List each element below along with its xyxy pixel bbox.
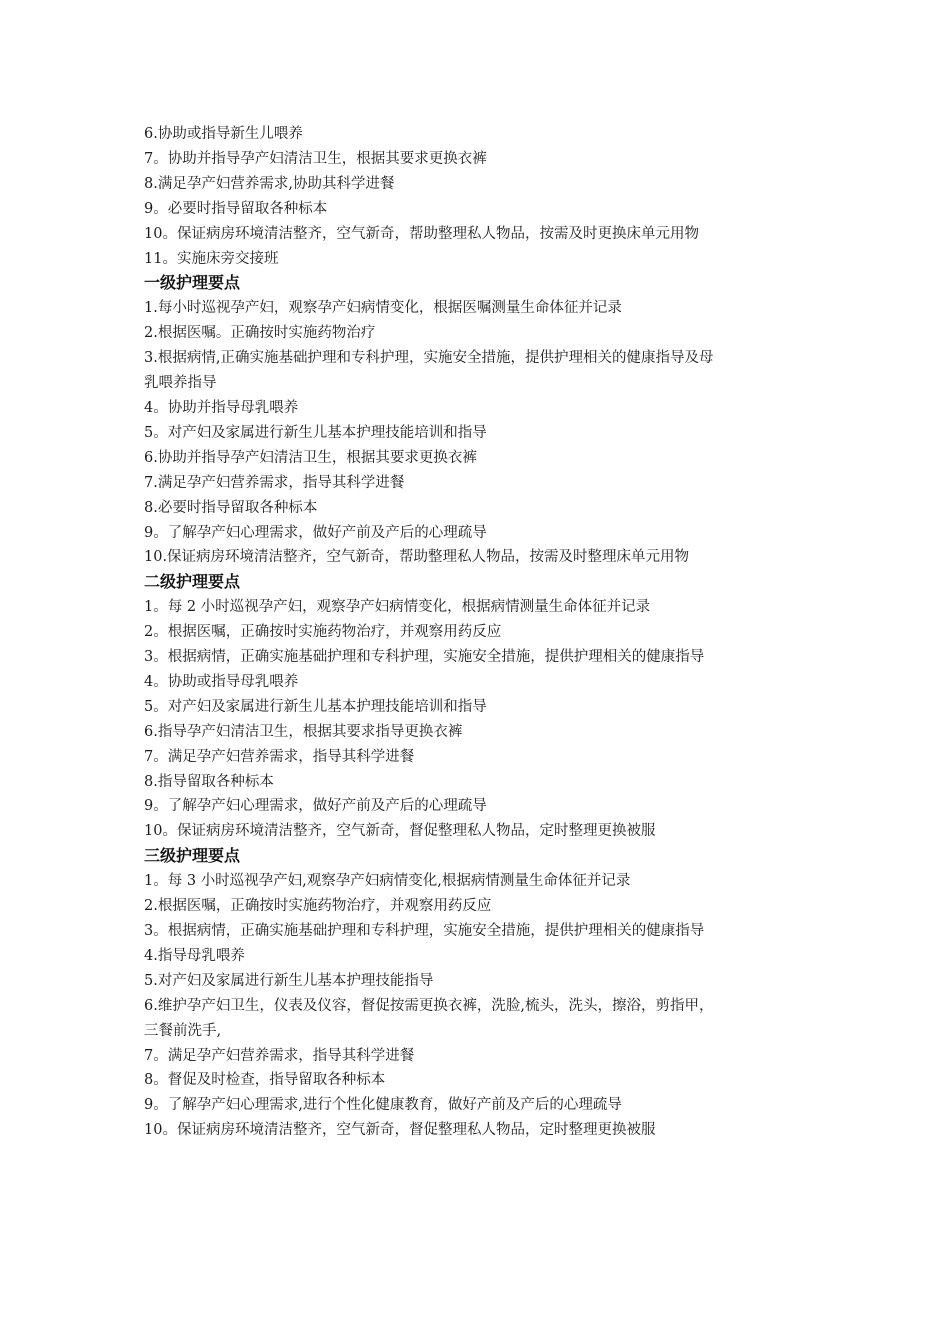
list-item: 9。了解孕产妇心理需求,进行个性化健康教育，做好产前及产后的心理疏导 [144,1097,622,1114]
list-item: 10。保证病房环境清洁整齐，空气新奇，督促整理私人物品，定时整理更换被服 [144,823,656,840]
section-heading: 三级护理要点 [144,846,241,866]
section-heading: 二级护理要点 [144,572,241,592]
list-item: 10。保证病房环境清洁整齐，空气新奇，帮助整理私人物品，按需及时更换床单元用物 [144,225,699,242]
list-item: 7。协助并指导孕产妇清洁卫生，根据其要求更换衣裤 [144,150,487,167]
list-item: 2.根据医嘱。正确按时实施药物治疗 [144,325,376,342]
list-item: 7。满足孕产妇营养需求，指导其科学进餐 [144,1047,415,1064]
list-item: 6.维护孕产妇卫生，仪表及仪容，督促按需更换衣裤，洗脸,梳头，洗头，擦浴，剪指甲， [144,997,714,1014]
list-item: 8.必要时指导留取各种标本 [144,499,318,516]
list-item: 2。根据医嘱，正确按时实施药物治疗，并观察用药反应 [144,624,502,641]
list-item: 4。协助或指导母乳喂养 [144,673,299,690]
list-item: 三餐前洗手, [144,1022,222,1039]
list-item: 乳喂养指导 [144,375,217,392]
level2-section [144,570,824,844]
list-item: 9。必要时指导留取各种标本 [144,200,328,217]
list-item: 10.保证病房环境清洁整齐，空气新奇，帮助整理私人物品，按需及时整理床单元用物 [144,549,690,566]
list-item: 7。满足孕产妇营养需求，指导其科学进餐 [144,748,415,765]
list-item: 5。对产妇及家属进行新生儿基本护理技能培训和指导 [144,424,487,441]
list-item: 9。了解孕产妇心理需求，做好产前及产后的心理疏导 [144,798,487,815]
intro-list [144,122,824,271]
list-item: 5.对产妇及家属进行新生儿基本护理技能指导 [144,972,434,989]
section-heading: 一级护理要点 [144,273,241,293]
level1-section [144,271,824,570]
list-item: 8。督促及时检查，指导留取各种标本 [144,1072,386,1089]
list-item: 3。根据病情，正确实施基础护理和专科护理，实施安全措施，提供护理相关的健康指导 [144,923,705,939]
list-item: 3。根据病情，正确实施基础护理和专科护理，实施安全措施，提供护理相关的健康指导 [144,649,705,666]
list-item: 4。协助并指导母乳喂养 [144,399,299,416]
list-item: 8.指导留取各种标本 [144,773,274,790]
list-item: 1。每 3 小时巡视孕产妇,观察孕产妇病情变化,根据病情测量生命体征并记录 [144,873,631,890]
list-item: 1.每小时巡视孕产妇，观察孕产妇病情变化，根据医嘱测量生命体征并记录 [144,300,622,317]
list-item: 10。保证病房环境清洁整齐，空气新奇，督促整理私人物品，定时整理更换被服 [144,1122,656,1139]
list-item: 9。了解孕产妇心理需求，做好产前及产后的心理疏导 [144,524,487,541]
list-item: 6.协助或指导新生儿喂养 [144,126,303,142]
list-item: 6.协助并指导孕产妇清洁卫生，根据其要求更换衣裤 [144,449,477,466]
document-page [144,122,824,1143]
list-item: 8.满足孕产妇营养需求,协助其科学进餐 [144,175,395,192]
list-item: 6.指导孕产妇清洁卫生，根据其要求指导更换衣裤 [144,723,463,740]
list-item: 2.根据医嘱，正确按时实施药物治疗，并观察用药反应 [144,898,492,915]
list-item: 3.根据病情,正确实施基础护理和专科护理，实施安全措施，提供护理相关的健康指导及母 [144,350,714,367]
level3-section [144,844,824,1143]
list-item: 11。实施床旁交接班 [144,250,279,267]
list-item: 7.满足孕产妇营养需求，指导其科学进餐 [144,474,405,491]
list-item: 4.指导母乳喂养 [144,947,245,964]
list-item: 5。对产妇及家属进行新生儿基本护理技能培训和指导 [144,698,487,715]
list-item: 1。每 2 小时巡视孕产妇，观察孕产妇病情变化，根据病情测量生命体征并记录 [144,599,651,616]
